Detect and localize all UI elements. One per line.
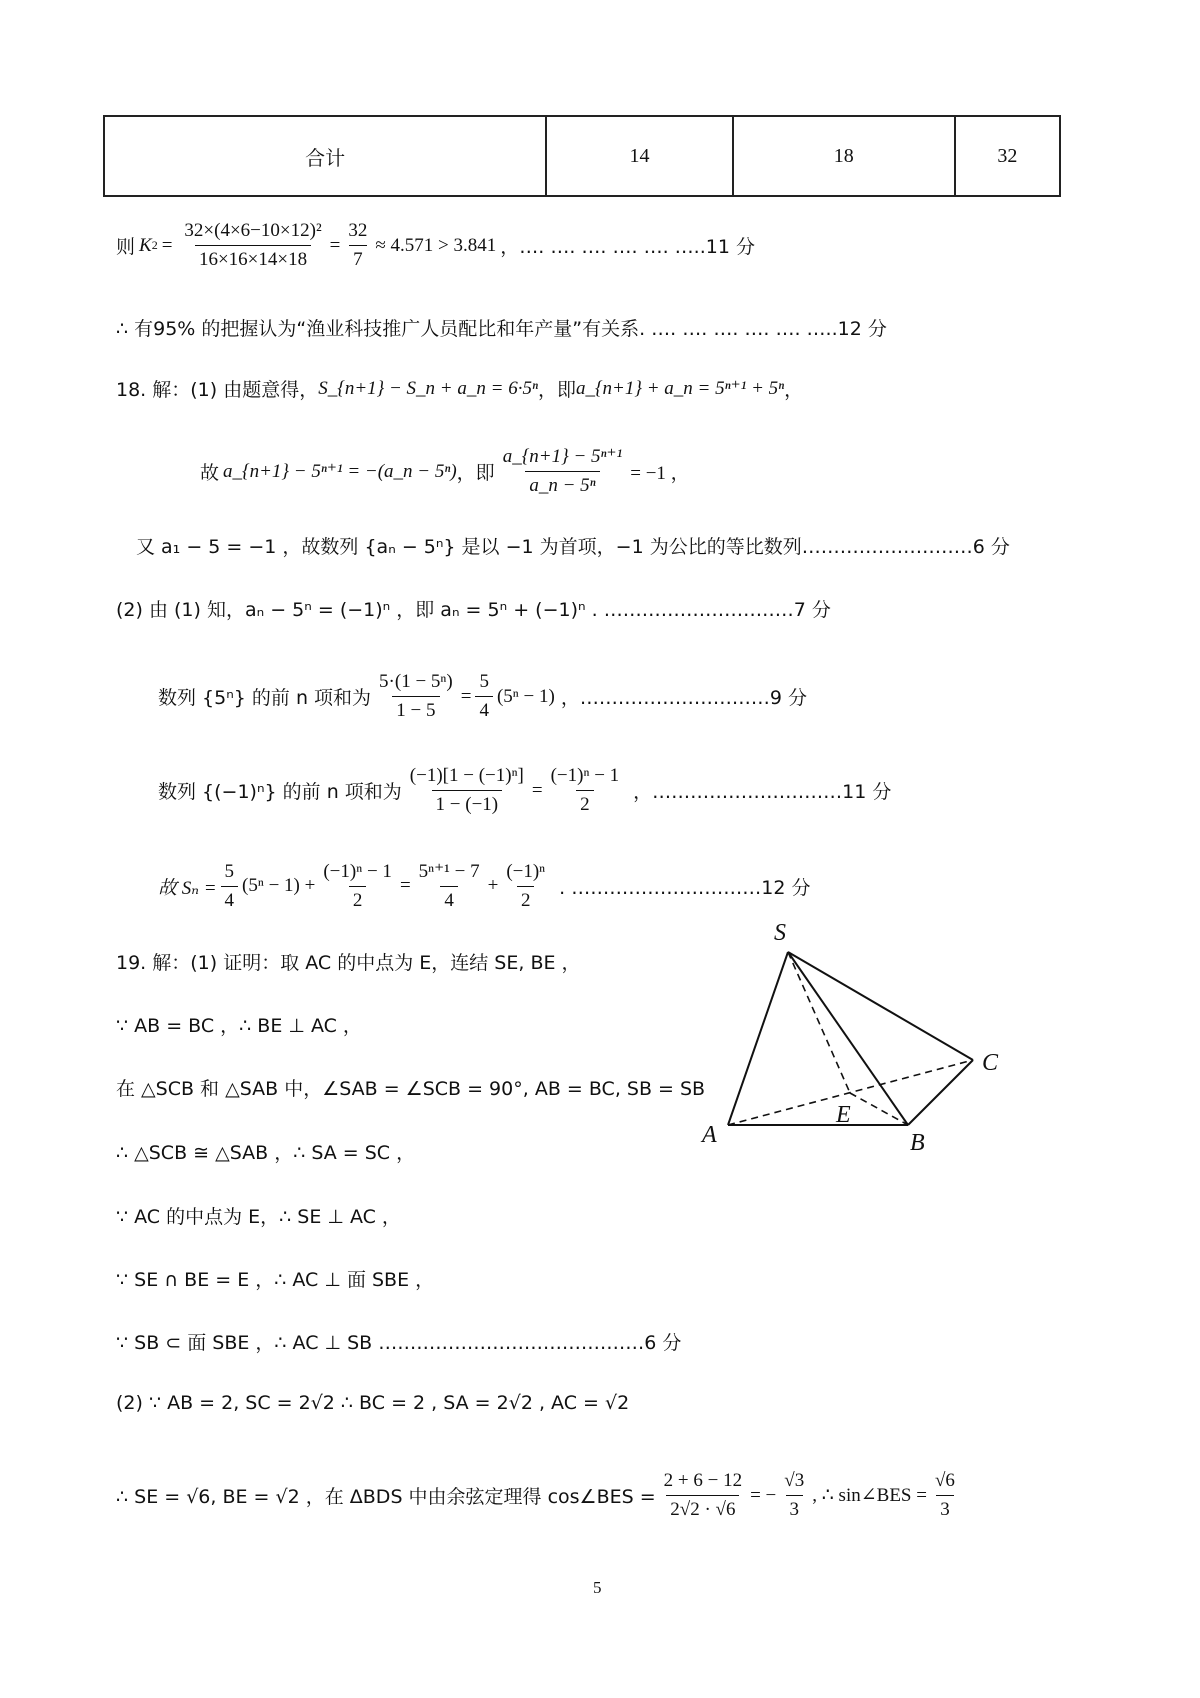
p18-line5 [158, 671, 807, 722]
p18-l7-plus: + [487, 875, 499, 896]
p18-l2-den: a_n − 5ⁿ [525, 471, 599, 497]
p19-line2: ∵ AB = BC ，∴ BE ⊥ AC ， [116, 1015, 362, 1037]
label-S: S [774, 920, 786, 946]
p18-l6-num: (−1)[1 − (−1)ⁿ] [409, 765, 524, 786]
p19-l9-num3: √6 [934, 1470, 955, 1491]
total-label: 合计 [104, 116, 546, 196]
label-B: B [910, 1130, 925, 1156]
p19-l9-den2: 3 [786, 1495, 804, 1521]
p18-l5-den: 1 − 5 [392, 696, 439, 722]
label-E: E [836, 1102, 851, 1128]
p19-l9-mid: = − [750, 1484, 777, 1506]
p19-l9-fraction [660, 1470, 746, 1521]
p18-l5-fraction2 [475, 671, 493, 722]
total-c1: 14 [546, 116, 733, 196]
p19-line9 [116, 1470, 963, 1521]
p18-l2-end: = −1 ， [630, 462, 690, 484]
k2-fraction [180, 220, 325, 271]
p18-l7-f2d: 2 [349, 886, 367, 912]
p19-l9-num2: √3 [784, 1470, 805, 1491]
k2-den: 16×16×14×18 [195, 245, 311, 271]
total-c3: 32 [955, 116, 1060, 196]
p18-l7-f3n: 5ⁿ⁺¹ − 7 [418, 861, 480, 882]
p18-l7-mid: (5ⁿ − 1) + [242, 875, 316, 896]
p18-l2-mid: ，即 [456, 461, 495, 484]
p18-eq2: a_{n+1} + a_n = 5ⁿ⁺¹ + 5ⁿ [575, 378, 785, 399]
p19-l9-prefix: ∴ SE = √6, BE = √2 ，在 ΔBDS 中由余弦定理得 cos∠BES = [116, 1486, 656, 1508]
p18-l7-f3d: 4 [440, 886, 458, 912]
total-c2: 18 [733, 116, 955, 196]
label-C: C [982, 1050, 999, 1076]
p18-l6-fraction [406, 765, 528, 816]
p19-l9-den: 2√2 · √6 [666, 1495, 739, 1521]
p18-l7-f1n: 5 [224, 860, 235, 882]
k2-num2: 32 [348, 220, 368, 241]
p18-l6-eq: = [531, 779, 543, 801]
p18-line1 [116, 375, 803, 402]
p19-line7: ∵ SB ⊂ 面 SBE ，∴ AC ⊥ SB ……………………………………6 分 [116, 1332, 682, 1354]
p19-line5: ∵ AC 的中点为 E，∴ SE ⊥ AC ， [116, 1206, 401, 1228]
p18-l7-f4d: 2 [517, 886, 535, 912]
p19-line1: 19. 解：(1) 证明：取 AC 的中点为 E，连结 SE, BE ， [116, 952, 581, 974]
p18-l2-eq: a_{n+1} − 5ⁿ⁺¹ = −(a_n − 5ⁿ) [223, 460, 457, 482]
p18-l6-den: 1 − (−1) [432, 790, 503, 816]
edge-SE-dashed [788, 952, 850, 1093]
p18-l5-dots: ，…………………………9 分 [560, 687, 807, 709]
p18-l6-den2: 2 [576, 790, 594, 816]
p19-l9-num: 2 + 6 − 12 [663, 1470, 743, 1491]
k2-line: 则 K 2 = $\frac{\text{32×(4×6−10×12)²}}{16\times 16\times 14\times 18}$ = $\frac{32}{7}$ ≈ 4.571 > 3.841 ，…. …. …. …. …. …..11 分 [116, 220, 755, 270]
p18-l7-f1 [221, 861, 239, 912]
edge-BC [908, 1060, 973, 1125]
k2-den2: 7 [349, 245, 367, 271]
p18-l7-f2n: (−1)ⁿ − 1 [323, 860, 392, 882]
page-number: 5 [593, 1578, 602, 1597]
p18-l2-prefix: 故 [200, 461, 220, 484]
p18-line2 [200, 445, 690, 497]
p18-l5-tail: (5ⁿ − 1) [496, 685, 555, 707]
p18-l5-num: 5·(1 − 5ⁿ) [379, 671, 453, 692]
p19-l9-mid2: , ∴ sin∠BES = [812, 1485, 927, 1506]
edge-SA [728, 952, 788, 1125]
p19-line6: ∵ SE ∩ BE = E ，∴ AC ⊥ 面 SBE ， [116, 1269, 435, 1291]
p18-line3: 又 a₁ − 5 = −1 ，故数列 {aₙ − 5ⁿ} 是以 −1 为首项，−1 为公比的等比数列………………………6 分 [136, 536, 1010, 558]
p18-l2-num: a_{n+1} − 5ⁿ⁺¹ [502, 446, 623, 467]
k2-num: 32×(4×6−10×12)² [184, 220, 322, 241]
p18-eq1: S_{n+1} − S_n + a_n = 6·5ⁿ [318, 377, 538, 399]
k2-tail: ≈ 4.571 > 3.841 [375, 234, 497, 256]
p18-l1-mid: ，即 [537, 379, 576, 401]
p18-l5-prefix: 数列 {5ⁿ} 的前 n 项和为 [158, 687, 372, 709]
p18-line7 [158, 860, 810, 912]
label-A: A [702, 1122, 717, 1148]
p18-l6-prefix: 数列 {(−1)ⁿ} 的前 n 项和为 [158, 781, 402, 803]
p18-l5-fnum: 5 [479, 671, 489, 692]
p18-l1-end: ， [784, 379, 804, 401]
k2-dots: ，…. …. …. …. …. …..11 分 [500, 236, 755, 258]
conclusion-line: ∴ 有95% 的把握认为“渔业科技推广人员配比和年产量”有关系. …. …. …. …. …. …..12 分 [116, 318, 887, 340]
p19-l9-fraction3 [931, 1470, 959, 1521]
p18-l5-fraction [375, 671, 457, 722]
p18-l7-dots: . …………………………12 分 [559, 876, 811, 899]
p18-l6-fraction2 [547, 765, 624, 816]
edge-SB [788, 952, 908, 1125]
p18-title: 18. 解：(1) 由题意得， [116, 379, 319, 401]
p18-l7-eq: = [399, 875, 411, 896]
p18-l7-prefix: 故 Sₙ = [158, 877, 217, 899]
k2-prefix: 则 [116, 236, 136, 258]
edge-SC [788, 952, 973, 1060]
pyramid-figure [690, 910, 1030, 1160]
p18-l6-dots: ，…………………………11 分 [633, 781, 892, 803]
p18-l2-fraction [499, 445, 627, 497]
edge-BE-dashed [850, 1093, 908, 1125]
p18-line6 [158, 765, 891, 816]
p19-line3: 在 △SCB 和 △SAB 中，∠SAB = ∠SCB = 90°, AB = BC, SB = SB [116, 1078, 706, 1100]
p18-l6-num2: (−1)ⁿ − 1 [550, 765, 620, 786]
p18-l5-eq: = [460, 685, 472, 707]
p18-l7-f2 [319, 861, 396, 912]
p18-line4: (2) 由 (1) 知，aₙ − 5ⁿ = (−1)ⁿ ，即 aₙ = 5ⁿ + (−1)ⁿ . …………………………7 分 [116, 599, 831, 621]
p19-l9-fraction2 [780, 1470, 808, 1521]
k2-fraction2 [344, 220, 371, 271]
table-row [104, 116, 1060, 196]
p18-l5-fden: 4 [475, 696, 493, 722]
p19-l9-den3: 3 [936, 1495, 954, 1521]
p19-line8: (2) ∵ AB = 2, SC = 2√2 ∴ BC = 2 , SA = 2√2 , AC = √2 [116, 1392, 630, 1414]
p18-l7-f3 [415, 860, 484, 912]
total-row-table [103, 115, 1061, 197]
p19-line4: ∴ △SCB ≅ △SAB ，∴ SA = SC ， [116, 1142, 416, 1164]
p18-l7-f1d: 4 [221, 886, 239, 912]
p18-l7-f4 [502, 861, 549, 912]
p18-l7-f4n: (−1)ⁿ [506, 860, 546, 882]
